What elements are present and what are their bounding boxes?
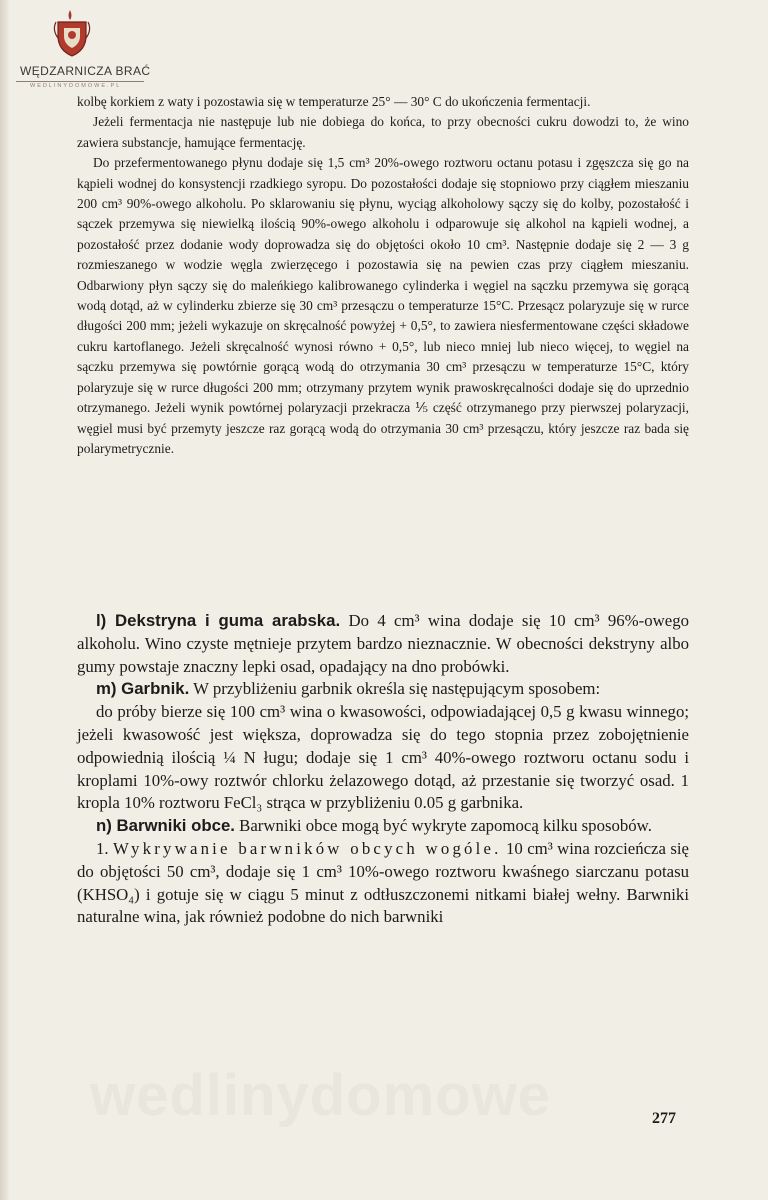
- paragraph: Jeżeli fermentacja nie następuje lub nie dobiega do końca, to przy obecności cukru dowodzi to, że wino zawiera substancje, hamujące fermentację.: [77, 114, 689, 150]
- section-m-procedure: do próby bierze się 100 cm³ wina o kwasowości, odpowiadającej 0,5 g kwasu winnego; jeżeli kwasowość jest większa, doprowadza się do tego stopnia przez zobojętnienie odpowiednią ilością ¼ N ługu; dodaje się 1 cm³ 40%-owego roztworu octanu sodu i kroplami 10%-owy roztwór chlorku żelazowego dotąd, aż przestanie się tworzyć osad. 1 kropla 10% roztworu FeCl₃ strąca w przybliżeniu 0.05 g garbnika.: [77, 702, 689, 813]
- brand-url: WEDLINYDOMOWE.PL: [30, 83, 122, 89]
- watermark: wedlinydomowe: [90, 1063, 551, 1128]
- section-n-sub-1: [77, 838, 689, 929]
- section-text: Barwniki obce mogą być wykryte zapomocą kilku sposobów.: [234, 816, 652, 836]
- page-number: 277: [652, 1110, 676, 1127]
- section-text: W przybliżeniu garbnik określa się następującym sposobem:: [189, 679, 601, 699]
- section-heading: m) Garbnik.: [96, 679, 190, 699]
- section-l: [77, 610, 689, 678]
- brand-divider: [16, 81, 144, 82]
- page-spine-shadow: [0, 0, 10, 1200]
- sub-heading: Wykrywanie barwników obcych wogóle.: [113, 838, 502, 858]
- section-heading: n) Barwniki obce.: [96, 816, 235, 836]
- section-heading: l) Dekstryna i guma arabska.: [96, 611, 341, 630]
- body-text-large: [77, 610, 689, 929]
- paragraph: Do przefermentowanego płynu dodaje się 1,5 cm³ 20%-owego roztworu octanu potasu i zgęszcza się go na kąpieli wodnej do konsystencji rzadkiego syropu. Do pozostałości dodaje się stopniowo przy ciągłem mieszaniu 200 cm³ 90%-owego alkoholu. Po sklarowaniu się płynu, wyciąg alkoholowy sączy się do kolby, pozostałość i sączek przemywa się niewielką ilością 90%-owego alkoholu i odparowuje się alkohol na kąpieli wodnej, a pozostałość przez dodanie wody doprowadza się do objętości około 10 cm³. Następnie dodaje się 2 — 3 g rozmieszanego w wodzie węgla zwierzęcego i pozostawia się na pewien czas przy ciągłem mieszaniu. Odbarwiony płyn sączy się do maleńkiego kalibrowanego cylinderka i węgiel na sączku przemywa się gorącą wodą dotąd, aż w cylinderku zbierze się 30 cm³ przesączu o temperaturze 15°C. Przesącz polaryzuje się w rurce długości 200 mm; jeżeli wykazuje on skręcalność powyżej + 0,5°, to zawiera niesfermentowane części składowe cukru kartoflanego. Jeżeli skręcalność wynosi równo + 0,5°, lub nieco mniej lub nieco więcej, to węgiel na sączku przemywa się powtórnie gorącą wodą do otrzymania 30 cm³ przesączu w temperaturze 15°C, który polaryzuje się w rurce długości 200 mm; otrzymany przytem wynik prawoskręcalności dodaje się do uprzednio otrzymanego. Jeżeli wynik powtórnej polaryzacji przekracza ⅕ część otrzymanego przy pierwszej polaryzacji, węgiel musi być przemyty jeszcze raz gorącą wodą do otrzymania 30 cm³ przesączu, który jeszcze raz bada się polarymetrycznie.: [77, 155, 689, 456]
- sub-text: 10 cm³ wina rozcieńcza się do objętości 50 cm³, dodaje się 1 cm³ 10%-owego roztworu kwaśnego siarczanu potasu (KHSO₄) i gotuje się w ciągu 5 minut z odtłuszczonemi nitkami białej wełny. Barwniki naturalne wina, jak również podobne do nich barwniki: [77, 838, 690, 927]
- brand-name: WĘDZARNICZA BRAĆ: [20, 64, 151, 78]
- sub-number: 1.: [96, 838, 114, 858]
- section-n: [77, 815, 689, 838]
- crest-icon: [50, 8, 94, 60]
- paragraph: kolbę korkiem z waty i pozostawia się w temperaturze 25° — 30° C do ukończenia fermentacji.: [77, 94, 591, 109]
- brand-logo: [20, 8, 150, 60]
- section-m: [77, 678, 689, 701]
- section-text: Do 4 cm³ wina dodaje się 10 cm³ 96%-owego alkoholu. Wino czyste mętnieje przytem bardzo nieznacznie. W obecności dekstryny albo gumy powstaje znaczny lepki osad, opadający na dno probówki.: [77, 611, 689, 676]
- body-text-small: [77, 92, 689, 459]
